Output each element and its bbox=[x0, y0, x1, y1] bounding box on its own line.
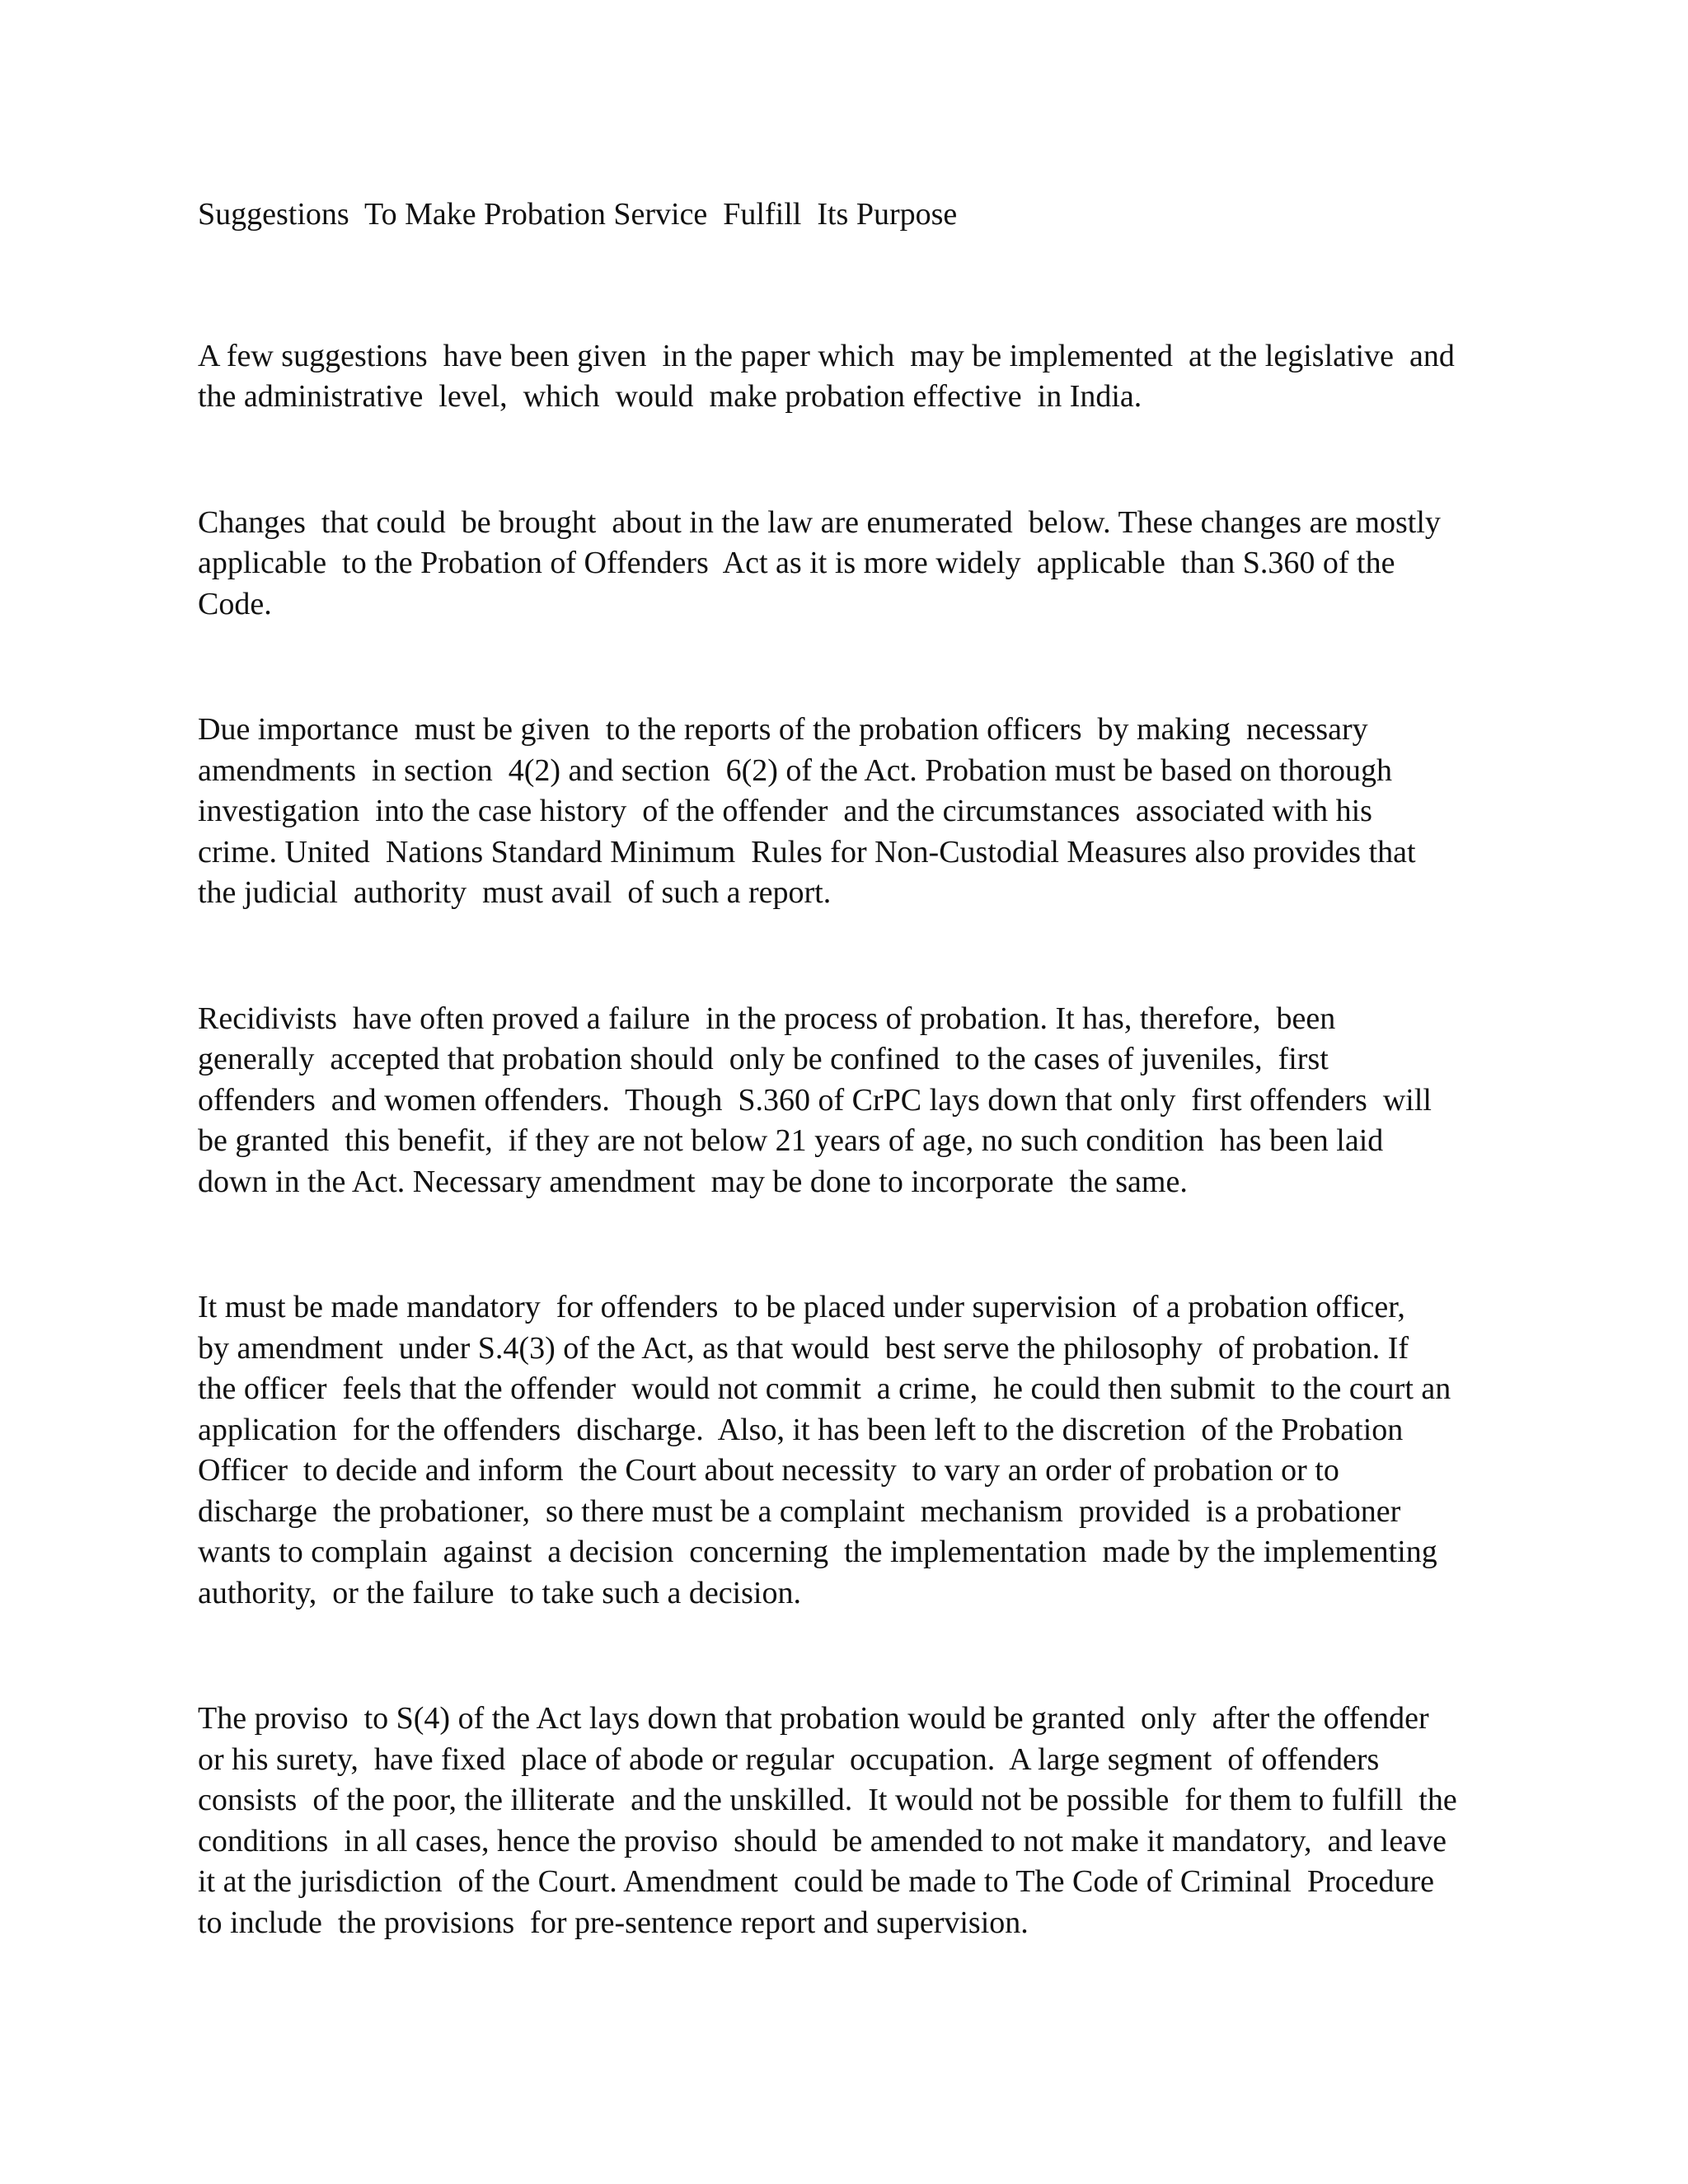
text-line: discharge the probationer, so there must be a complaint mechanism provided is a probationer bbox=[198, 1493, 1401, 1529]
paragraph-2 bbox=[198, 503, 1484, 626]
text-line: wants to complain against a decision concerning the implementation made by the implementing bbox=[198, 1535, 1437, 1569]
text-line: Officer to decide and inform the Court about necessity to vary an order of probation or to bbox=[198, 1453, 1339, 1488]
document-title: Suggestions To Make Probation Service Fulfill Its Purpose bbox=[198, 197, 958, 232]
text-line: down in the Act. Necessary amendment may be done to incorporate the same. bbox=[198, 1164, 1188, 1199]
text-line: It must be made mandatory for offenders to be placed under supervision of a probation officer, bbox=[198, 1290, 1405, 1324]
text-line: investigation into the case history of the offender and the circumstances associated with his bbox=[198, 794, 1372, 828]
text-line: it at the jurisdiction of the Court. Amendment could be made to The Code of Criminal Procedure bbox=[198, 1864, 1434, 1899]
text-line: Recidivists have often proved a failure in the process of probation. It has, therefore, been bbox=[198, 1001, 1336, 1036]
text-line: or his surety, have fixed place of abode or regular occupation. A large segment of offenders bbox=[198, 1741, 1380, 1777]
paragraph-6 bbox=[198, 1699, 1484, 1943]
paragraph-4 bbox=[198, 999, 1484, 1203]
text-line: generally accepted that probation should only be confined to the cases of juveniles, first bbox=[198, 1042, 1329, 1076]
text-line: be granted this benefit, if they are not below 21 years of age, no such condition has been laid bbox=[198, 1123, 1384, 1158]
paragraph-3 bbox=[198, 710, 1484, 914]
text-line: the officer feels that the offender would not commit a crime, he could then submit to the court an bbox=[198, 1371, 1451, 1406]
text-line: conditions in all cases, hence the proviso should be amended to not make it mandatory, and leave bbox=[198, 1823, 1447, 1858]
text-line: Due importance must be given to the reports of the probation officers by making necessary bbox=[198, 712, 1368, 747]
document-body bbox=[198, 194, 1484, 2028]
text-line: A few suggestions have been given in the paper which may be implemented at the legislative and bbox=[198, 338, 1455, 373]
paragraph-5 bbox=[198, 1287, 1484, 1614]
text-line: offenders and women offenders. Though S.360 of CrPC lays down that only first offenders will bbox=[198, 1082, 1432, 1118]
text-line: Changes that could be brought about in the law are enumerated below. These changes are mostly bbox=[198, 504, 1441, 540]
text-line: by amendment under S.4(3) of the Act, as that would best serve the philosophy of probation. If bbox=[198, 1330, 1409, 1366]
text-line: The proviso to S(4) of the Act lays down that probation would be granted only after the offender bbox=[198, 1701, 1429, 1736]
text-line: Code. bbox=[198, 586, 272, 621]
text-line: authority, or the failure to take such a decision. bbox=[198, 1575, 801, 1610]
text-line: consists of the poor, the illiterate and the unskilled. It would not be possible for them to fulfill the bbox=[198, 1783, 1457, 1817]
text-line: to include the provisions for pre-sentence report and supervision. bbox=[198, 1905, 1029, 1940]
text-line: applicable to the Probation of Offenders Act as it is more widely applicable than S.360 of the bbox=[198, 546, 1395, 580]
text-line: application for the offenders discharge. Also, it has been left to the discretion of the Probation bbox=[198, 1412, 1404, 1447]
text-line: the judicial authority must avail of such a report. bbox=[198, 875, 832, 910]
text-line: the administrative level, which would make probation effective in India. bbox=[198, 379, 1142, 414]
text-line: crime. United Nations Standard Minimum Rules for Non-Custodial Measures also provides that bbox=[198, 834, 1416, 869]
text-line: amendments in section 4(2) and section 6(2) of the Act. Probation must be based on thorough bbox=[198, 752, 1392, 788]
paragraph-1 bbox=[198, 336, 1484, 418]
